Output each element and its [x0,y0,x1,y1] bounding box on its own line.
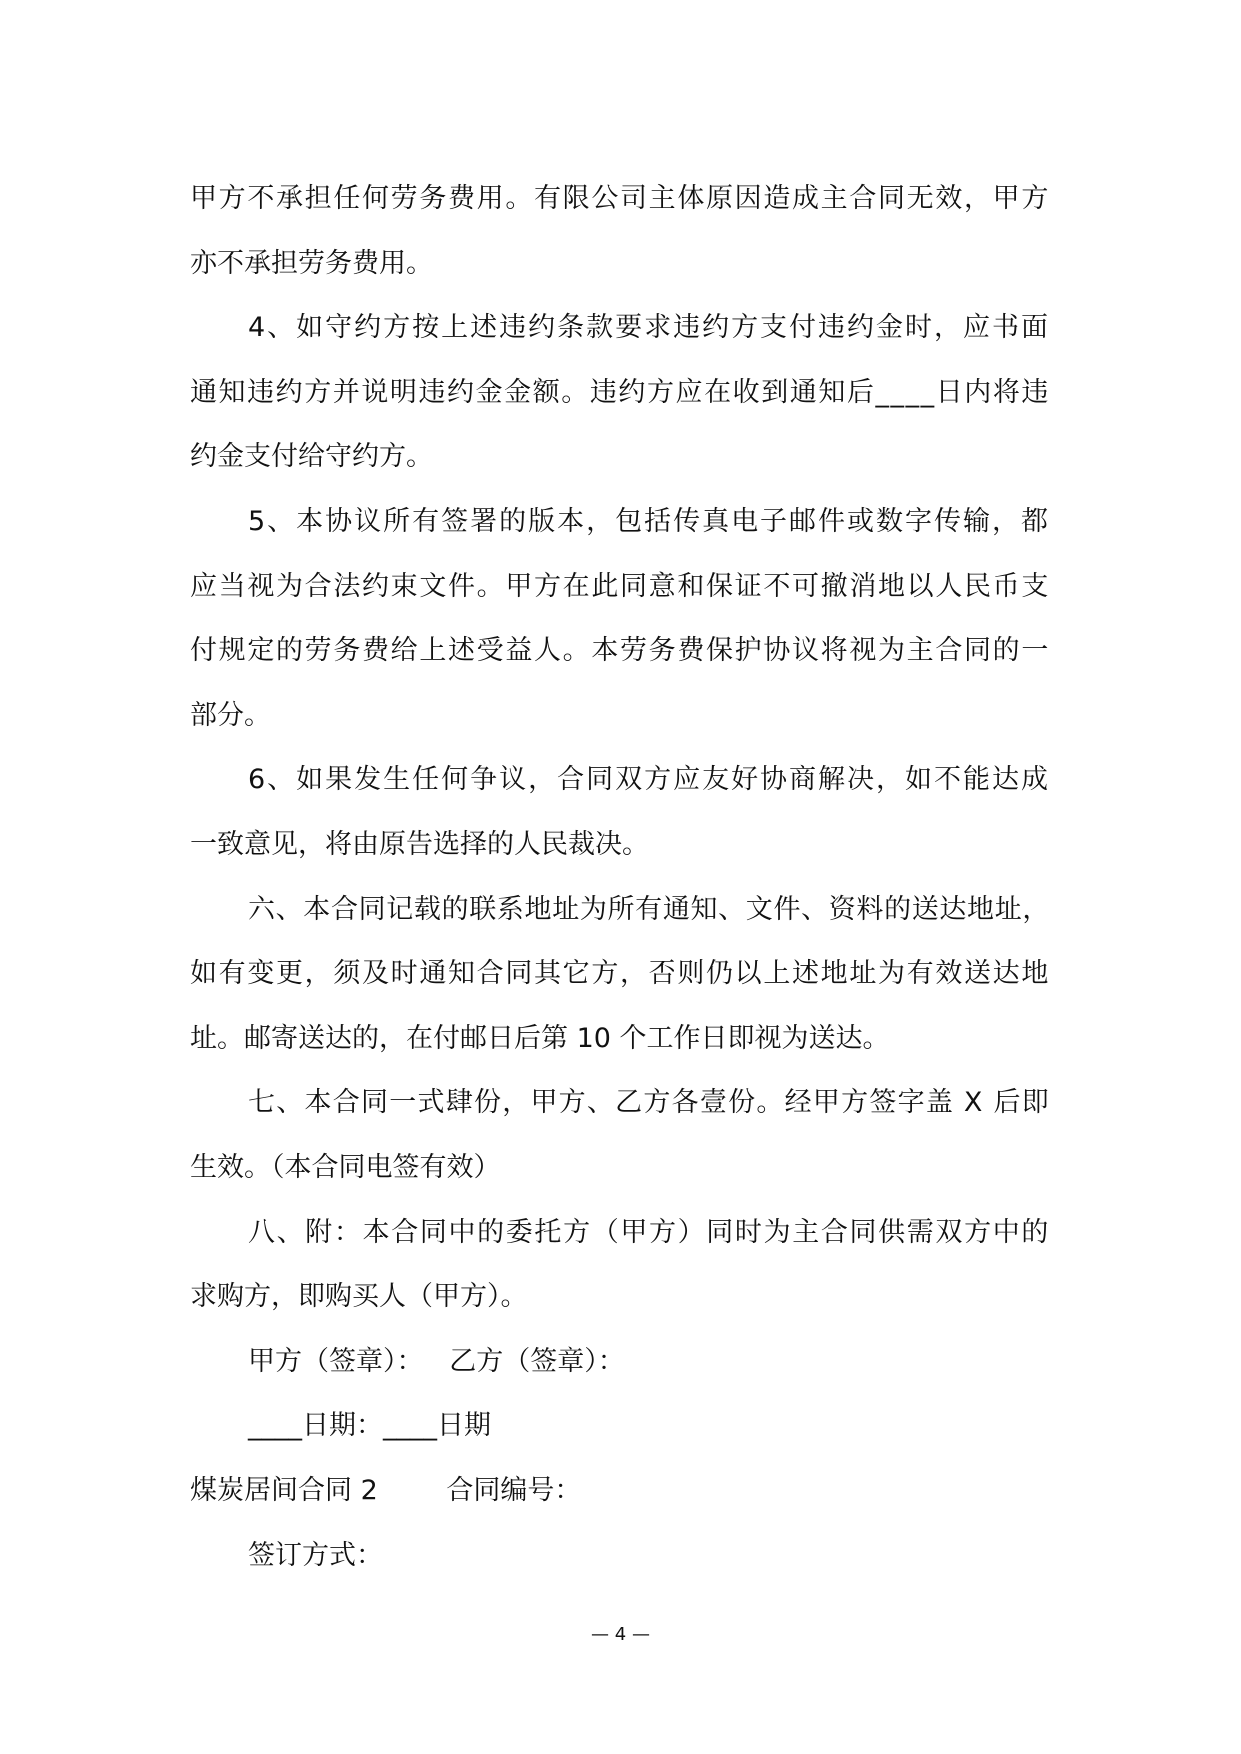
text-line: 部分。 [190,700,271,731]
text-line: 六、本合同记载的联系地址为所有通知、文件、资料的送达地址， [248,894,1050,925]
text-line: 亦不承担劳务费用。 [190,248,433,279]
text-line: 6、如果发生任何争议，合同双方应友好协商解决，如不能达成 [248,764,1050,795]
text-line: 5、本协议所有签署的版本，包括传真电子邮件或数字传输，都 [248,506,1050,537]
text-line: 求购方，即购买人（甲方）。 [190,1281,528,1312]
text-line: 生效。（本合同电签有效） [190,1152,501,1183]
page-number: — 4 — [591,1624,650,1645]
text-line: 约金支付给守约方。 [190,441,433,472]
text-line: 付规定的劳务费给上述受益人。本劳务费保护协议将视为主合同的一 [190,635,1050,666]
text-line: 甲方不承担任何劳务费用。有限公司主体原因造成主合同无效，甲方 [190,183,1050,214]
text-line: 签订方式： [248,1540,383,1571]
text-line: 通知违约方并说明违约金金额。违约方应在收到通知后____日内将违 [190,377,1050,408]
date-line: ____日期：____日期 [248,1410,491,1441]
text-line: 应当视为合法约束文件。甲方在此同意和保证不可撤消地以人民币支 [190,571,1050,602]
text-line: 七、本合同一式肆份，甲方、乙方各壹份。经甲方签字盖 X 后即 [248,1087,1050,1118]
text-line: 如有变更，须及时通知合同其它方，否则仍以上述地址为有效送达地 [190,958,1050,989]
text-line: 4、如守约方按上述违约条款要求违约方支付违约金时，应书面 [248,312,1050,343]
text-line: 八、附：本合同中的委托方（甲方）同时为主合同供需双方中的 [248,1217,1050,1248]
text-line: 一致意见，将由原告选择的人民裁决。 [190,829,649,860]
contract-heading: 煤炭居间合同 2 合同编号： [190,1475,582,1506]
text-line: 址。邮寄送达的，在付邮日后第 10 个工作日即视为送达。 [190,1023,890,1054]
signature-labels: 甲方（签章）： 乙方（签章）： [248,1346,625,1377]
